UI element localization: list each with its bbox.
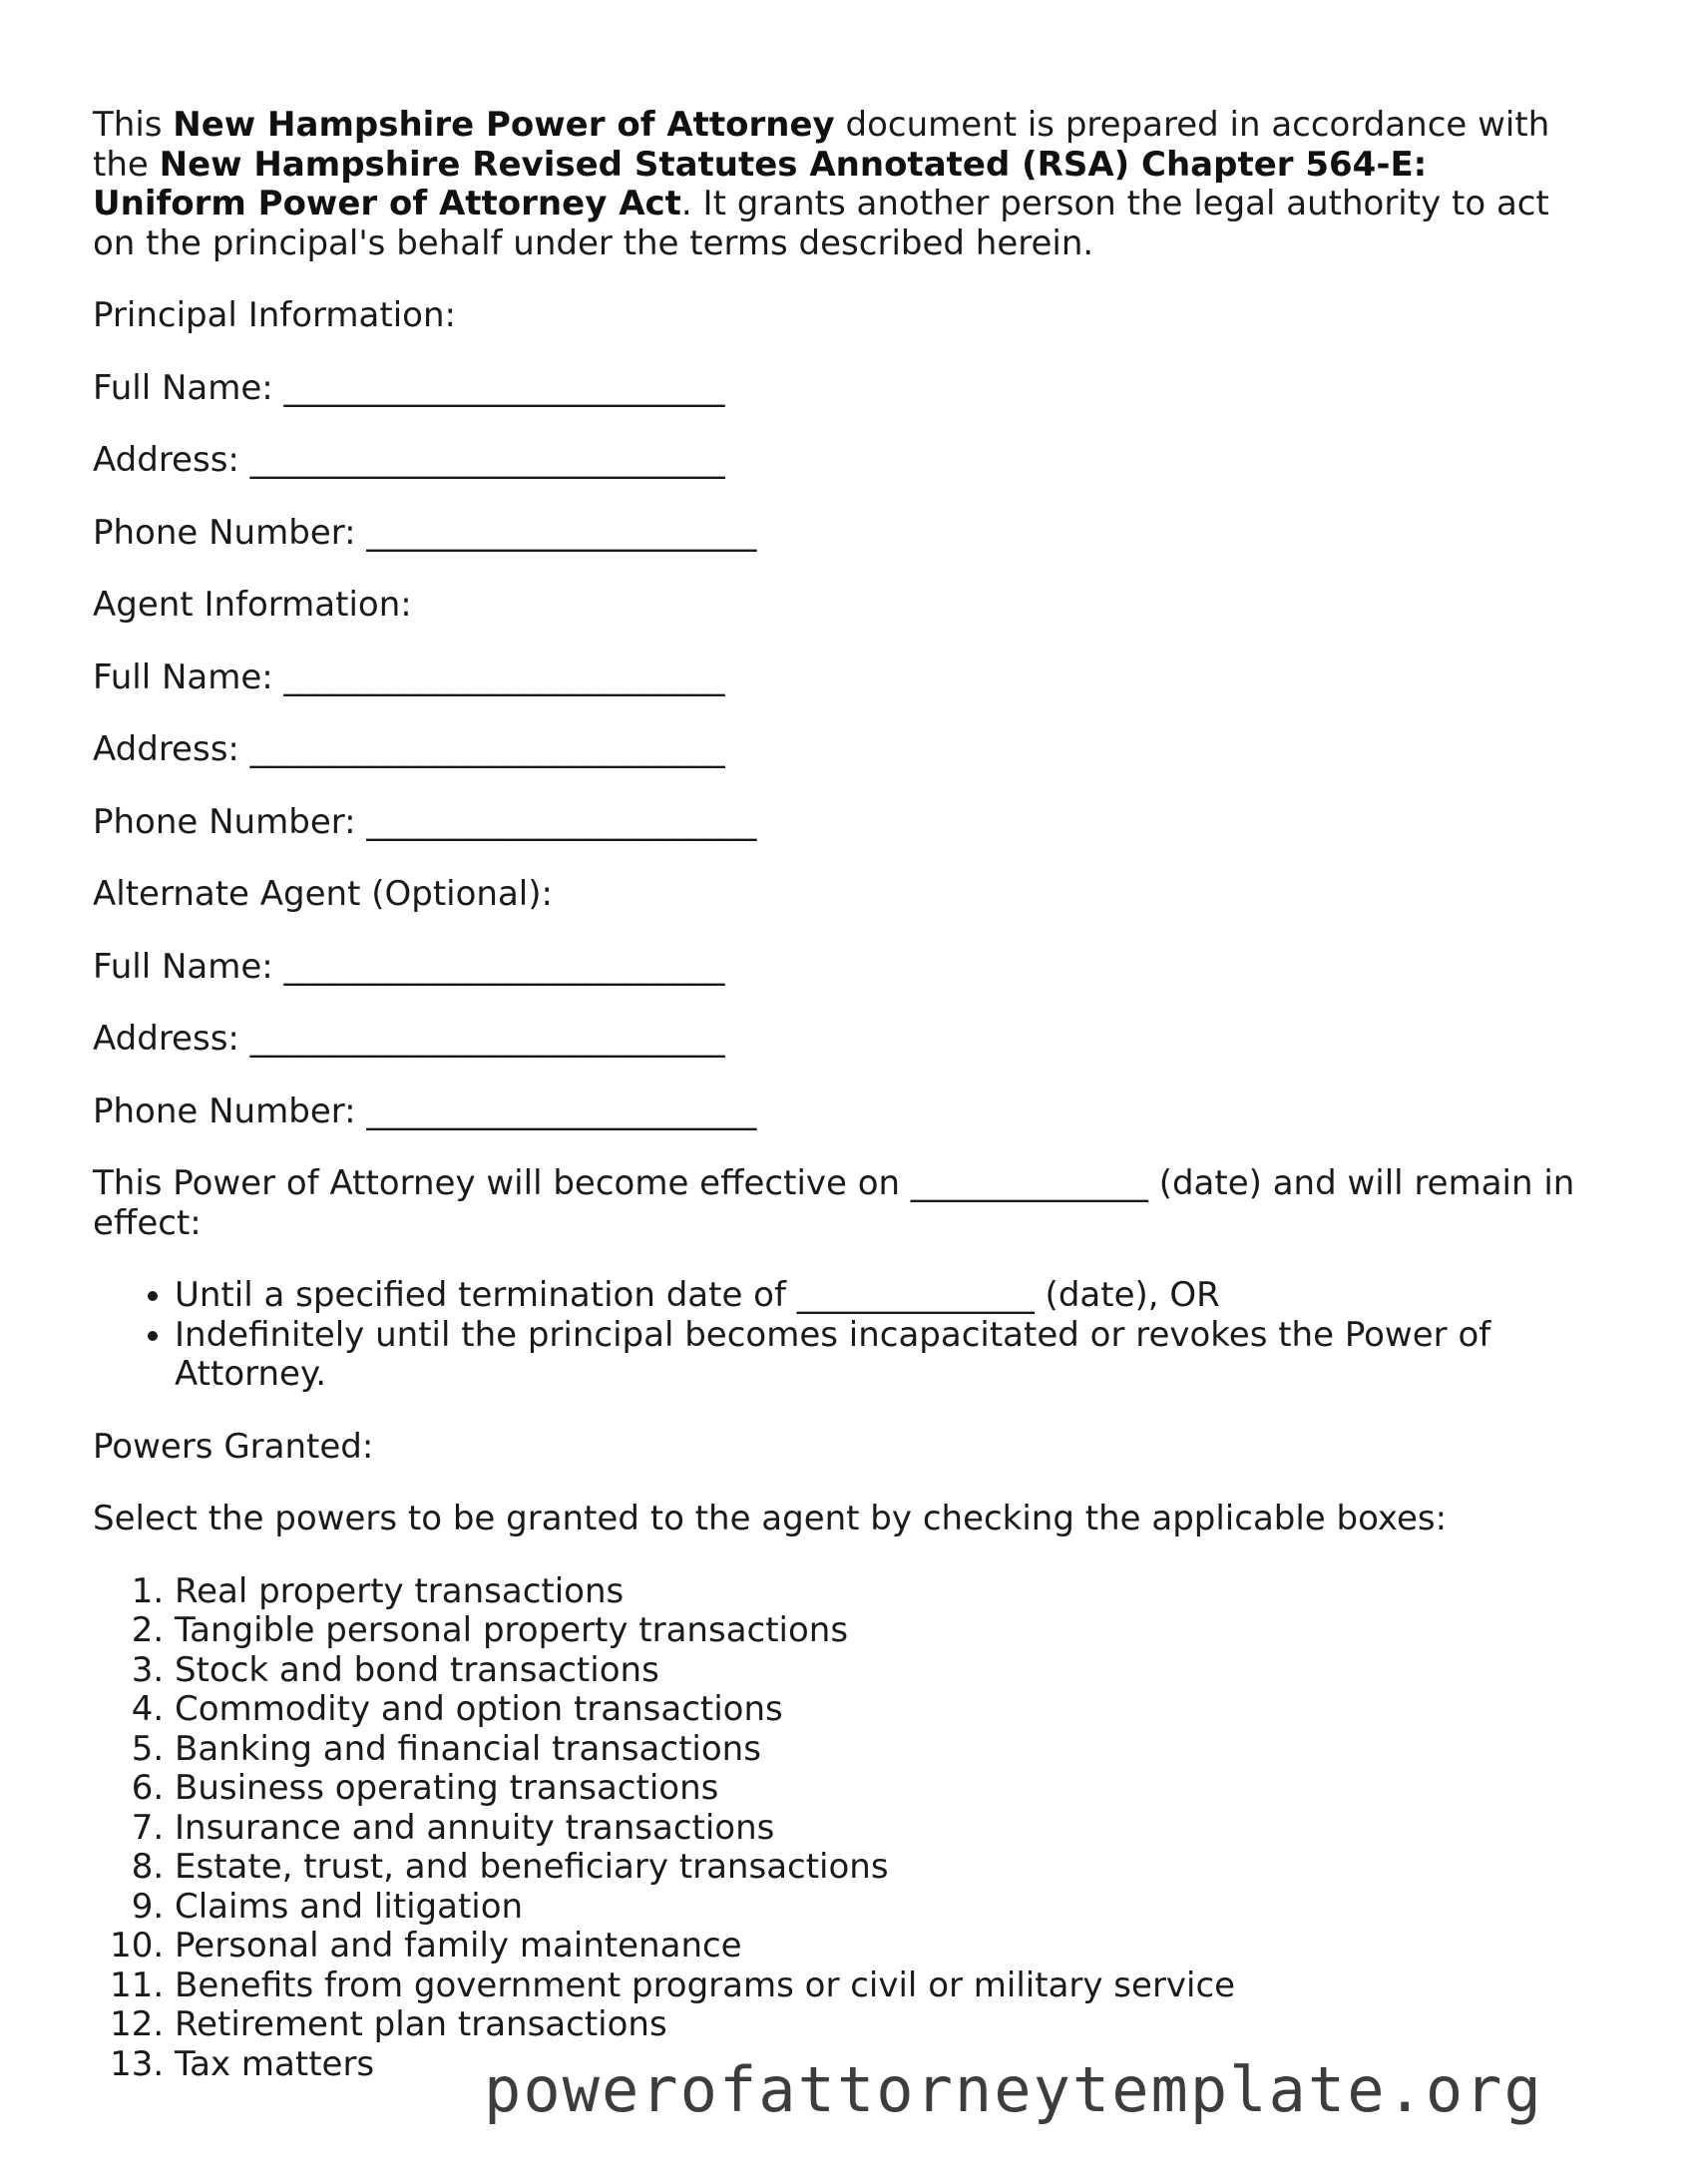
power-item: 8. Estate, trust, and beneficiary transactions: [175, 1848, 1589, 1888]
watermark: powerofattorneytemplate.org: [484, 2053, 1543, 2126]
power-item: 1. Real property transactions: [175, 1572, 1589, 1612]
intro-text-1: This: [93, 105, 174, 145]
principal-address-label: Address:: [93, 440, 239, 480]
powers-list: [93, 1572, 1589, 2085]
alternate-agent-heading: Alternate Agent (Optional):: [93, 874, 553, 914]
power-item: 3. Stock and bond transactions: [175, 1651, 1589, 1691]
alternate-address-row: [93, 1020, 1589, 1060]
intro-text-2: document is prepared in accordance with the: [93, 105, 1550, 185]
intro-text-3: . It grants another person the legal authority to act on the principal's behalf under the terms described herein.: [93, 184, 1549, 263]
power-item: 2. Tangible personal property transactions: [175, 1611, 1589, 1651]
agent-heading: Agent Information:: [93, 585, 412, 625]
alternate-phone-field[interactable]: _______________________: [366, 1091, 757, 1131]
agent-full-name-label: Full Name:: [93, 656, 273, 697]
power-item: 6. Business operating transactions: [175, 1769, 1589, 1809]
principal-full-name-field[interactable]: __________________________: [283, 367, 725, 408]
term-option-termination-date: • Until a specified termination date of ______________ (date), OR: [175, 1276, 1589, 1316]
intro-bold-title: New Hampshire Power of Attorney: [173, 105, 835, 145]
powers-instruction: Select the powers to be granted to the agent by checking the applicable boxes:: [93, 1499, 1448, 1538]
alternate-phone-row: [93, 1092, 1589, 1132]
intro-paragraph: [93, 106, 1589, 263]
power-item: 7. Insurance and annuity transactions: [175, 1809, 1589, 1849]
power-item: 5. Banking and financial transactions: [175, 1730, 1589, 1770]
intro-bold-statute: New Hampshire Revised Statutes Annotated (RSA) Chapter 564-E: Uniform Power of Attorney Act: [93, 144, 1428, 223]
alternate-full-name-row: [93, 948, 1589, 988]
power-item: 9. Claims and litigation: [175, 1888, 1589, 1928]
power-item: 11. Benefits from government programs or civil or military service: [175, 1966, 1589, 2006]
power-item: 12. Retirement plan transactions: [175, 2005, 1589, 2045]
principal-phone-field[interactable]: _______________________: [366, 512, 757, 553]
principal-phone-label: Phone Number:: [93, 512, 356, 553]
principal-heading: Principal Information:: [93, 295, 456, 335]
alternate-address-field[interactable]: ____________________________: [249, 1019, 725, 1059]
alternate-phone-label: Phone Number:: [93, 1091, 356, 1131]
principal-phone-row: [93, 514, 1589, 554]
agent-phone-field[interactable]: _______________________: [366, 801, 757, 842]
agent-phone-row: [93, 803, 1589, 843]
alternate-full-name-label: Full Name:: [93, 946, 273, 987]
principal-address-field[interactable]: ____________________________: [249, 440, 725, 480]
agent-phone-label: Phone Number:: [93, 801, 356, 842]
alternate-address-label: Address:: [93, 1019, 239, 1059]
principal-full-name-label: Full Name:: [93, 367, 273, 408]
power-item: 4. Commodity and option transactions: [175, 1690, 1589, 1730]
principal-address-row: [93, 441, 1589, 481]
powers-heading: Powers Granted:: [93, 1426, 374, 1467]
document-page: [93, 106, 1589, 2084]
alternate-full-name-field[interactable]: __________________________: [283, 946, 725, 987]
principal-full-name-row: [93, 369, 1589, 409]
term-option-indefinite: • Indefinitely until the principal becomes incapacitated or revokes the Power of Attorney.: [175, 1316, 1589, 1395]
agent-full-name-field[interactable]: __________________________: [283, 656, 725, 697]
term-options-list: [93, 1276, 1589, 1395]
power-item: 10. Personal and family maintenance: [175, 1927, 1589, 1966]
effective-date-paragraph: This Power of Attorney will become effective on ______________ (date) and will remain in effect:: [93, 1163, 1575, 1243]
agent-address-label: Address:: [93, 729, 239, 769]
agent-address-field[interactable]: ____________________________: [249, 729, 725, 769]
agent-full-name-row: [93, 658, 1589, 698]
agent-address-row: [93, 730, 1589, 770]
power-item: 13. Tax matters: [175, 2045, 1589, 2085]
